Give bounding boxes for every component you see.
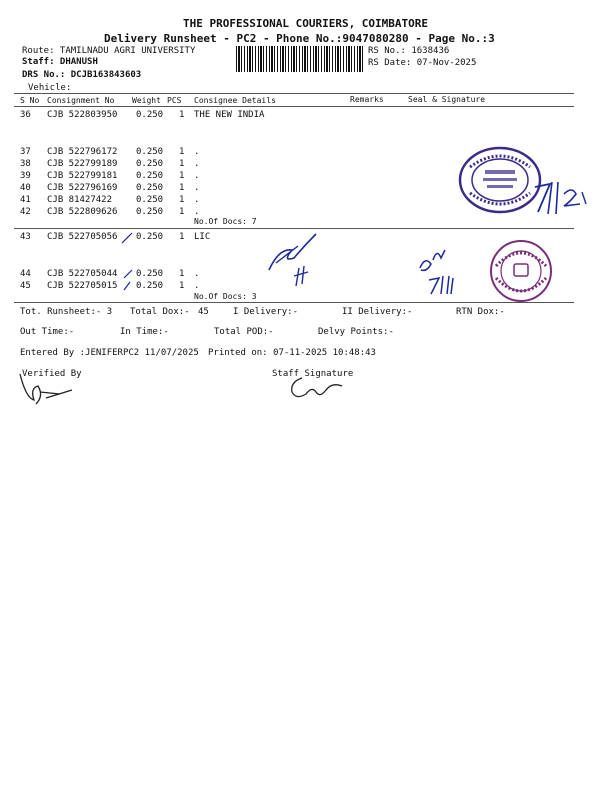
col-sno: S No (20, 96, 40, 105)
rs-number: RS No.: 1638436 (368, 46, 450, 56)
barcode (236, 46, 364, 72)
col-pcs: PCS (167, 96, 182, 105)
row-consignment: CJB 522796169 (47, 183, 118, 193)
row-weight: 0.250 (136, 147, 164, 157)
row-consignee: . (194, 171, 200, 181)
row-sno: 37 (20, 147, 31, 157)
delvy-points: Delvy Points:- (318, 327, 394, 337)
row-pcs: 1 (179, 207, 185, 217)
tick-mark-row44-45 (122, 268, 136, 292)
tot-runsheet: Tot. Runsheet:- 3 (20, 307, 113, 317)
row-consignee: . (194, 207, 200, 217)
row-consignee: . (194, 269, 200, 279)
ii-delivery: II Delivery:- (342, 307, 413, 317)
staff-label: Staff: DHANUSH (22, 57, 98, 67)
row-sno: 44 (20, 269, 31, 279)
row-pcs: 1 (179, 159, 185, 169)
row-pcs: 1 (179, 183, 185, 193)
row-pcs: 1 (179, 171, 185, 181)
total-pod: Total POD:- (214, 327, 274, 337)
col-weight: Weight (132, 96, 161, 105)
in-time: In Time:- (120, 327, 169, 337)
row-sno: 41 (20, 195, 31, 205)
row-consignee: . (194, 159, 200, 169)
row-consignee: THE NEW INDIA (194, 110, 265, 120)
docs-count-group1: No.Of Docs: 7 (194, 217, 257, 226)
handwritten-date-2 (415, 238, 475, 298)
rs-date: RS Date: 07-Nov-2025 (368, 58, 477, 68)
row-weight: 0.250 (136, 281, 164, 291)
entered-by: Entered By :JENIFERPC2 11/07/2025 (20, 348, 199, 358)
staff-signature-scrawl (286, 372, 346, 402)
row-sno: 43 (20, 232, 31, 242)
table-header-rule (14, 106, 574, 107)
tick-mark-row43 (120, 231, 134, 245)
company-title: THE PROFESSIONAL COURIERS, COIMBATORE (183, 17, 429, 30)
row-weight: 0.250 (136, 171, 164, 181)
table-top-rule (14, 93, 574, 94)
col-seal: Seal & Signature (408, 95, 486, 104)
row-weight: 0.250 (136, 207, 164, 217)
row-consignment: CJB 522803950 (47, 110, 118, 120)
row-sno: 38 (20, 159, 31, 169)
row-sno: 45 (20, 281, 31, 291)
row-pcs: 1 (179, 147, 185, 157)
row-consignment: CJB 522799189 (47, 159, 118, 169)
verified-by-label: Verified By (22, 369, 82, 379)
out-time: Out Time:- (20, 327, 75, 337)
total-dox-label: Total Dox:- (130, 307, 190, 317)
vehicle-label: Vehicle: (28, 83, 72, 93)
col-remarks: Remarks (350, 95, 384, 104)
row-consignee: . (194, 147, 200, 157)
round-stamp-2 (488, 238, 554, 304)
row-consignee: . (194, 281, 200, 291)
route-label: Route: TAMILNADU AGRI UNIVERSITY (22, 46, 196, 56)
runsheet-subtitle: Delivery Runsheet - PC2 - Phone No.:9047080280 - Page No.:3 (104, 32, 495, 45)
row-weight: 0.250 (136, 183, 164, 193)
verified-signature (16, 368, 76, 408)
rtn-dox: RTN Dox:- (456, 307, 505, 317)
row-sno: 40 (20, 183, 31, 193)
row-consignee: . (194, 183, 200, 193)
row-pcs: 1 (179, 269, 185, 279)
total-dox-value: 45 (198, 307, 209, 317)
row-pcs: 1 (179, 110, 185, 120)
row-sno: 39 (20, 171, 31, 181)
row-pcs: 1 (179, 195, 185, 205)
signature-scrawl-lic (264, 228, 324, 288)
row-weight: 0.250 (136, 232, 164, 242)
row-consignment: CJB 81427422 (47, 195, 113, 205)
i-delivery: I Delivery:- (233, 307, 299, 317)
row-consignee: LIC (194, 232, 211, 242)
row-consignment: CJB 522705015 (47, 281, 118, 291)
row-weight: 0.250 (136, 269, 164, 279)
row-consignment: CJB 522799181 (47, 171, 118, 181)
docs-count-group2: No.Of Docs: 3 (194, 292, 257, 301)
row-sno: 42 (20, 207, 31, 217)
col-consignment: Consignment No (47, 96, 115, 105)
drs-number: DRS No.: DCJB163843603 (22, 70, 142, 80)
row-consignee: . (194, 195, 200, 205)
row-consignment: CJB 522796172 (47, 147, 118, 157)
row-sno: 36 (20, 110, 31, 120)
row-weight: 0.250 (136, 159, 164, 169)
row-pcs: 1 (179, 281, 185, 291)
row-weight: 0.250 (136, 110, 164, 120)
printed-on: Printed on: 07-11-2025 10:48:43 (208, 348, 376, 358)
row-consignment: CJB 522705056 (47, 232, 118, 242)
row-consignment: CJB 522705044 (47, 269, 118, 279)
staff-signature-label: Staff Signature (272, 369, 354, 379)
row-consignment: CJB 522809626 (47, 207, 118, 217)
handwritten-date-1 (530, 172, 590, 222)
row-weight: 0.250 (136, 195, 164, 205)
row-pcs: 1 (179, 232, 185, 242)
col-consignee: Consignee Details (194, 96, 276, 105)
